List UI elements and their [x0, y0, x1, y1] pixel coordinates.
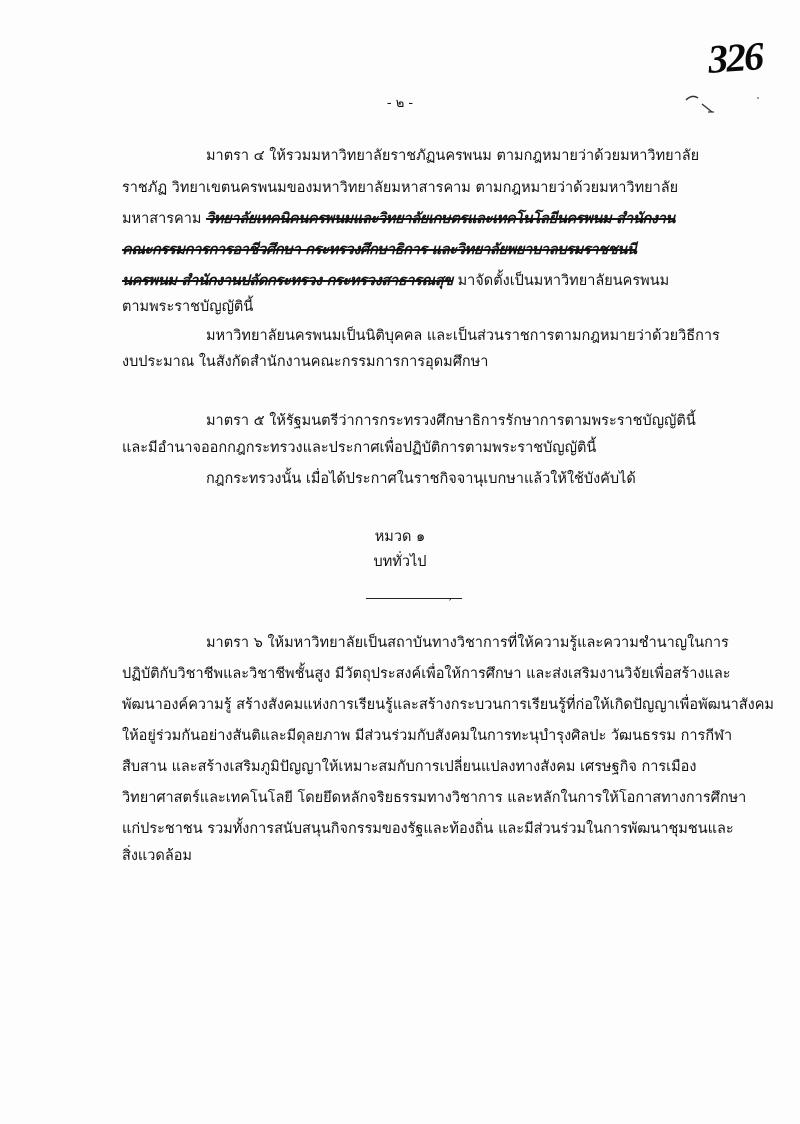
section5-line3: กฎกระทรวงนั้น เมื่อได้ประกาศในราชกิจจานุเบกษาแล้วให้ใช้บังคับได้ [206, 471, 636, 487]
section4-line4 [122, 240, 637, 260]
section6-line4: ให้อยู่ร่วมกันอย่างสันติและมีดุลยภาพ มีส่วนร่วมกับสังคมในการทะนุบำรุงศิลปะ วัฒนธรรม การกีฬา [122, 728, 733, 744]
chapter-title: บททั่วไป [373, 554, 427, 570]
section6-line8: สิ่งแวดล้อม [122, 848, 192, 864]
section6-line2: ปฏิบัติกับวิชาชีพและวิชาชีพชั้นสูง มีวัตถุประสงค์เพื่อให้การศึกษา และส่งเสริมงานวิจัยเพื่อสร้างและ [122, 666, 731, 682]
section5-line2: และมีอำนาจออกกฎกระทรวงและประกาศเพื่อปฏิบัติการตามพระราชบัญญัตินี้ [122, 440, 597, 456]
section4-line3 [122, 209, 675, 229]
section6-line5: สืบสาน และสร้างเสริมภูมิปัญญาให้เหมาะสมกับการเปลี่ยนแปลงทางสังคม เศรษฐกิจ การเมือง [122, 759, 697, 775]
section6-line3: พัฒนาองค์ความรู้ สร้างสังคมแห่งการเรียนรู้และสร้างกระบวนการเรียนรู้ที่ก่อให้เกิดปัญญาเพื่อพัฒนาสังคม [122, 697, 774, 713]
struck-text: วิทยาลัยเทคนิคนครพนมและวิทยาลัยเกษตรและเทคโนโลยีนครพนม สำนักงาน [206, 211, 676, 227]
section4-line6: ตามพระราชบัญญัตินี้ [122, 299, 254, 315]
section4-para2-line2: งบประมาณ ในสังกัดสำนักงานคณะกรรมการการอุดมศึกษา [122, 354, 489, 370]
struck-text: คณะกรรมการการอาชีวศึกษา กระทรวงศึกษาธิการ และวิทยาลัยพยาบาลบรมราชชนนี [122, 242, 637, 258]
tick-mark-icon: ˊ [447, 597, 453, 610]
struck-text: นครพนม สำนักงานปลัดกระทรวง กระทรวงสาธารณสุข [122, 273, 453, 289]
chapter-number: หมวด ๑ [374, 529, 426, 545]
section4-line3-text: มหาสารคาม [122, 211, 207, 227]
section4-line5 [122, 271, 669, 291]
handwritten-page-number: 326 [706, 33, 764, 82]
section6-line1: มาตรา ๖ ให้มหาวิทยาลัยเป็นสถาบันทางวิชาการที่ให้ความรู้และความชำนาญในการ [206, 635, 729, 651]
section6-line7: แก่ประชาชน รวมทั้งการสนับสนุนกิจกรรมของรัฐและท้องถิ่น และมีส่วนร่วมในการพัฒนาชุมชนและ [122, 821, 734, 837]
section4-line5-text: มาจัดตั้งเป็นมหาวิทยาลัยนครพนม [452, 273, 670, 289]
section5-line1: มาตรา ๕ ให้รัฐมนตรีว่าการกระทรวงศึกษาธิการรักษาการตามพระราชบัญญัตินี้ [206, 413, 696, 429]
section6-line6: วิทยาศาสตร์และเทคโนโลยี โดยยึดหลักจริยธรรมทางวิชาการ และหลักในการให้โอกาสทางการศึกษา [122, 790, 747, 806]
section4-para2-line1: มหาวิทยาลัยนครพนมเป็นนิติบุคคล และเป็นส่วนราชการตามกฎหมายว่าด้วยวิธีการ [206, 328, 720, 344]
section4-line2: ราชภัฏ วิทยาเขตนครพนมของมหาวิทยาลัยมหาสารคาม ตามกฎหมายว่าด้วยมหาวิทยาลัย [122, 180, 679, 196]
section4-line1: มาตรา ๔ ให้รวมมหาวิทยาลัยราชภัฏนครพนม ตามกฎหมายว่าด้วยมหาวิทยาลัย [206, 148, 700, 164]
page-number: - ๒ - [386, 96, 414, 111]
